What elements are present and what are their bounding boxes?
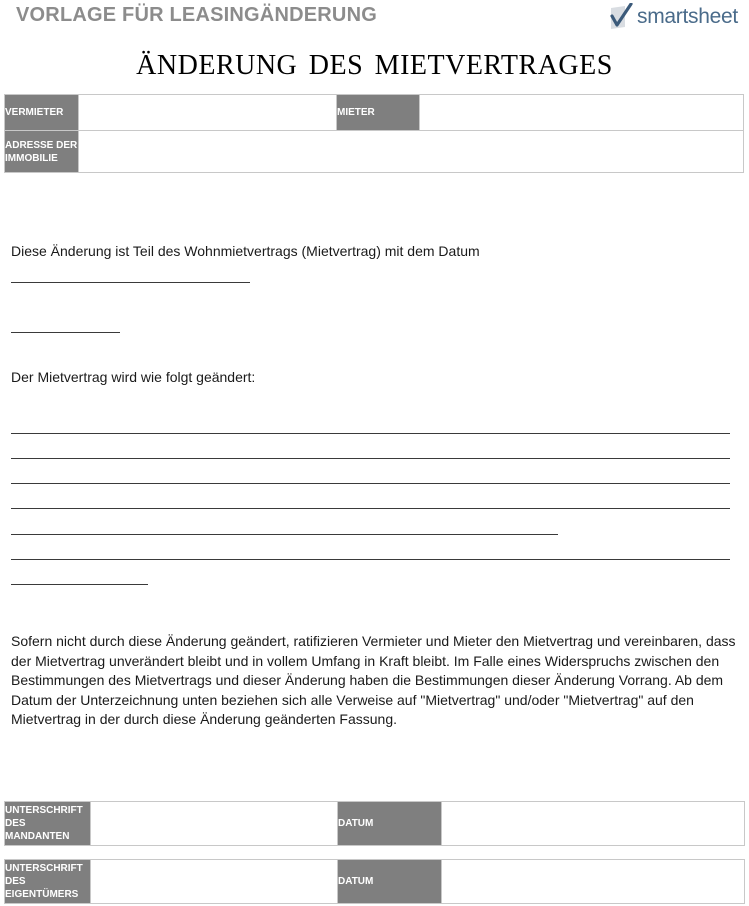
logo-text: smartsheet xyxy=(637,5,738,28)
short-blank-line[interactable] xyxy=(11,332,120,333)
changes-line[interactable] xyxy=(11,483,730,484)
changes-intro: Der Mietvertrag wird wie folgt geändert: xyxy=(11,369,256,385)
document-title: ÄNDERUNG DES MIETVERTRAGES xyxy=(136,50,613,81)
date-label: DATUM xyxy=(338,860,442,904)
landlord-field[interactable] xyxy=(79,95,337,131)
changes-line[interactable] xyxy=(11,534,558,535)
owner-signature-label: UNTERSCHRIFT DES EIGENTÜMERS xyxy=(5,860,91,904)
tenant-field[interactable] xyxy=(420,95,744,131)
owner-date-field[interactable] xyxy=(442,860,745,904)
checkmark-logo-icon xyxy=(608,3,634,31)
client-signature-field[interactable] xyxy=(91,802,338,846)
address-label: ADRESSE DER IMMOBILIE xyxy=(5,131,79,173)
lease-date-line[interactable] xyxy=(11,282,250,283)
client-signature-label: UNTERSCHRIFT DES MANDANTEN xyxy=(5,802,91,846)
closing-paragraph: Sofern nicht durch diese Änderung geändert, ratifizieren Vermieter und Mieter den Mietvertrag und vereinbaren, dass der Mietvertrag unverändert bleibt und in vollem Umfang in Kraft bleibt. Im Falle eines Widerspruchs zwischen den Bestimmungen des Mietvertrags und dieser Änderung haben die Bestimmungen dieser Änderung Vorrang. Ab dem Datum der Unterzeichnung unten beziehen sich alle Verweise auf "Mietvertrag" und/oder "Mietvertrag" auf den Mietvertrag in der durch diese Änderung geänderten Fassung. xyxy=(11,633,736,727)
changes-line[interactable] xyxy=(11,458,730,459)
intro-sentence: Diese Änderung ist Teil des Wohnmietvertrags (Mietvertrag) mit dem Datum xyxy=(11,243,480,259)
client-date-field[interactable] xyxy=(442,802,745,846)
date-label: DATUM xyxy=(338,802,442,846)
owner-signature-field[interactable] xyxy=(91,860,338,904)
changes-line[interactable] xyxy=(11,559,730,560)
client-signature-table xyxy=(4,801,745,846)
landlord-label: VERMIETER xyxy=(5,95,79,131)
parties-table xyxy=(4,94,744,173)
changes-line[interactable] xyxy=(11,433,730,434)
changes-line[interactable] xyxy=(11,584,148,585)
owner-signature-table xyxy=(4,859,745,904)
changes-line[interactable] xyxy=(11,508,730,509)
tenant-label: MIETER xyxy=(337,95,420,131)
smartsheet-logo xyxy=(608,2,738,32)
template-title: VORLAGE FÜR LEASINGÄNDERUNG xyxy=(16,4,377,26)
address-field[interactable] xyxy=(79,131,744,173)
